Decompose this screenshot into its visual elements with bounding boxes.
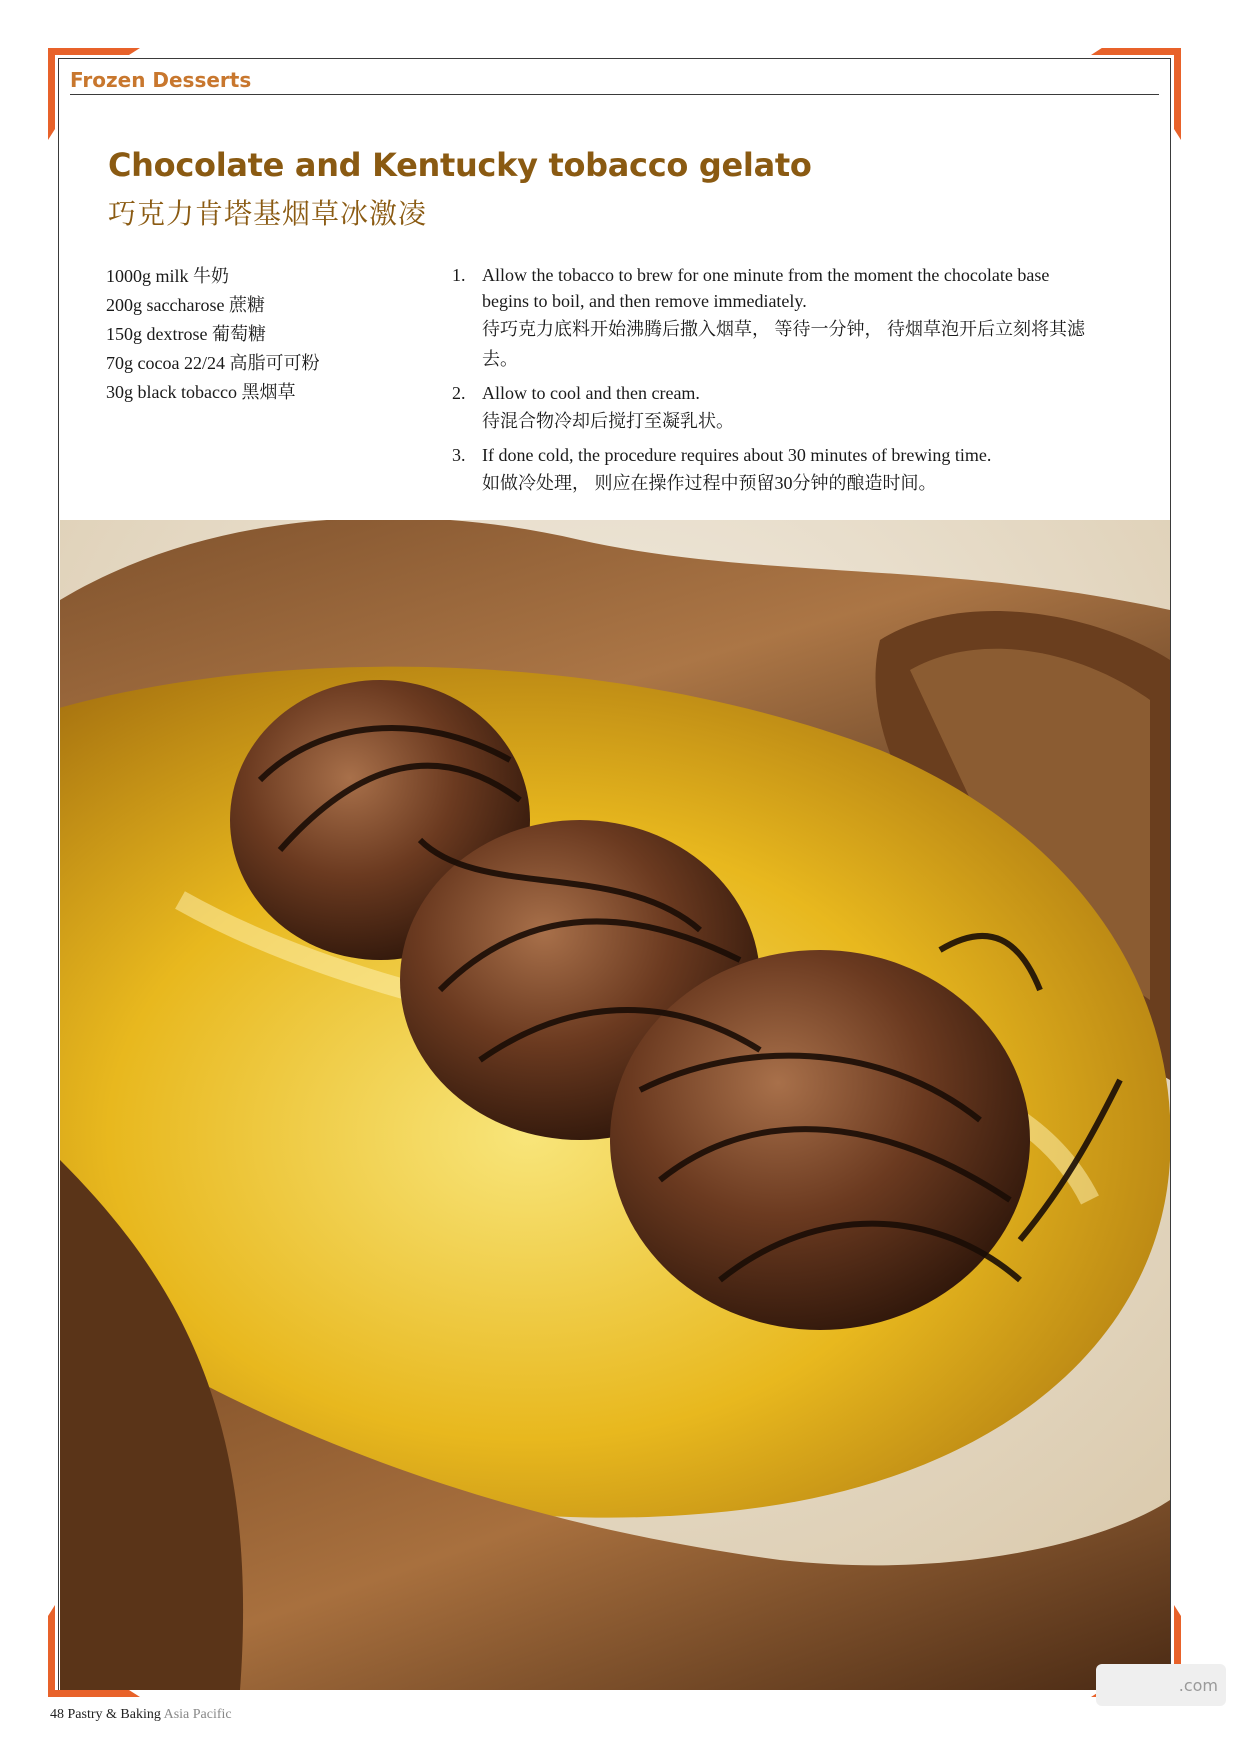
publication-region: Asia Pacific (163, 1707, 232, 1722)
step-text-zh: 如做冷处理， 则应在操作过程中预留30分钟的酿造时间。 (482, 473, 937, 493)
method-step (452, 442, 1092, 498)
corner-mark-bottom-left-vertical (48, 1605, 55, 1697)
watermark-text: .com (1178, 1675, 1218, 1695)
ingredient-item: 70g cocoa 22/24 高脂可可粉 (106, 353, 320, 373)
step-text-zh: 待混合物冷却后搅打至凝乳状。 (482, 411, 734, 431)
method-steps (452, 262, 1092, 504)
ingredient-item: 1000g milk 牛奶 (106, 266, 230, 286)
ingredient-item: 200g saccharose 蔗糖 (106, 295, 265, 315)
step-text-en: Allow the tobacco to brew for one minute from the moment the chocolate base begins to boil, and then remove immediately. (482, 265, 1050, 311)
step-text-en: If done cold, the procedure requires about 30 minutes of brewing time. (482, 445, 992, 465)
ingredient-list (106, 262, 436, 407)
gelato-photo (60, 520, 1170, 1690)
step-number: 2. (452, 383, 466, 403)
step-number: 3. (452, 445, 466, 465)
recipe-title-zh: 巧克力肯塔基烟草冰激凌 (108, 197, 428, 230)
gelato-illustration (60, 520, 1170, 1690)
method-step (452, 262, 1092, 374)
section-label: Frozen Desserts (70, 68, 252, 92)
corner-mark-top-right-vertical (1174, 48, 1181, 140)
step-text-en: Allow to cool and then cream. (482, 383, 700, 403)
watermark-logo (1096, 1664, 1226, 1706)
method-step (452, 380, 1092, 436)
ingredient-item: 30g black tobacco 黑烟草 (106, 382, 296, 402)
publication-name: Pastry & Baking (67, 1707, 161, 1722)
step-text-zh: 待巧克力底料开始沸腾后撒入烟草， 等待一分钟， 待烟草泡开后立刻将其滤去。 (482, 319, 1085, 369)
ingredient-item: 150g dextrose 葡萄糖 (106, 324, 266, 344)
section-rule (70, 94, 1159, 95)
corner-mark-bottom-left (48, 1690, 140, 1697)
step-number: 1. (452, 265, 466, 285)
page-number: 48 (50, 1707, 64, 1722)
corner-mark-top-left-vertical (48, 48, 55, 140)
page-footer (50, 1707, 232, 1723)
corner-mark-top-left (48, 48, 140, 55)
recipe-title-en: Chocolate and Kentucky tobacco gelato (108, 146, 812, 184)
corner-mark-top-right (1091, 48, 1181, 55)
